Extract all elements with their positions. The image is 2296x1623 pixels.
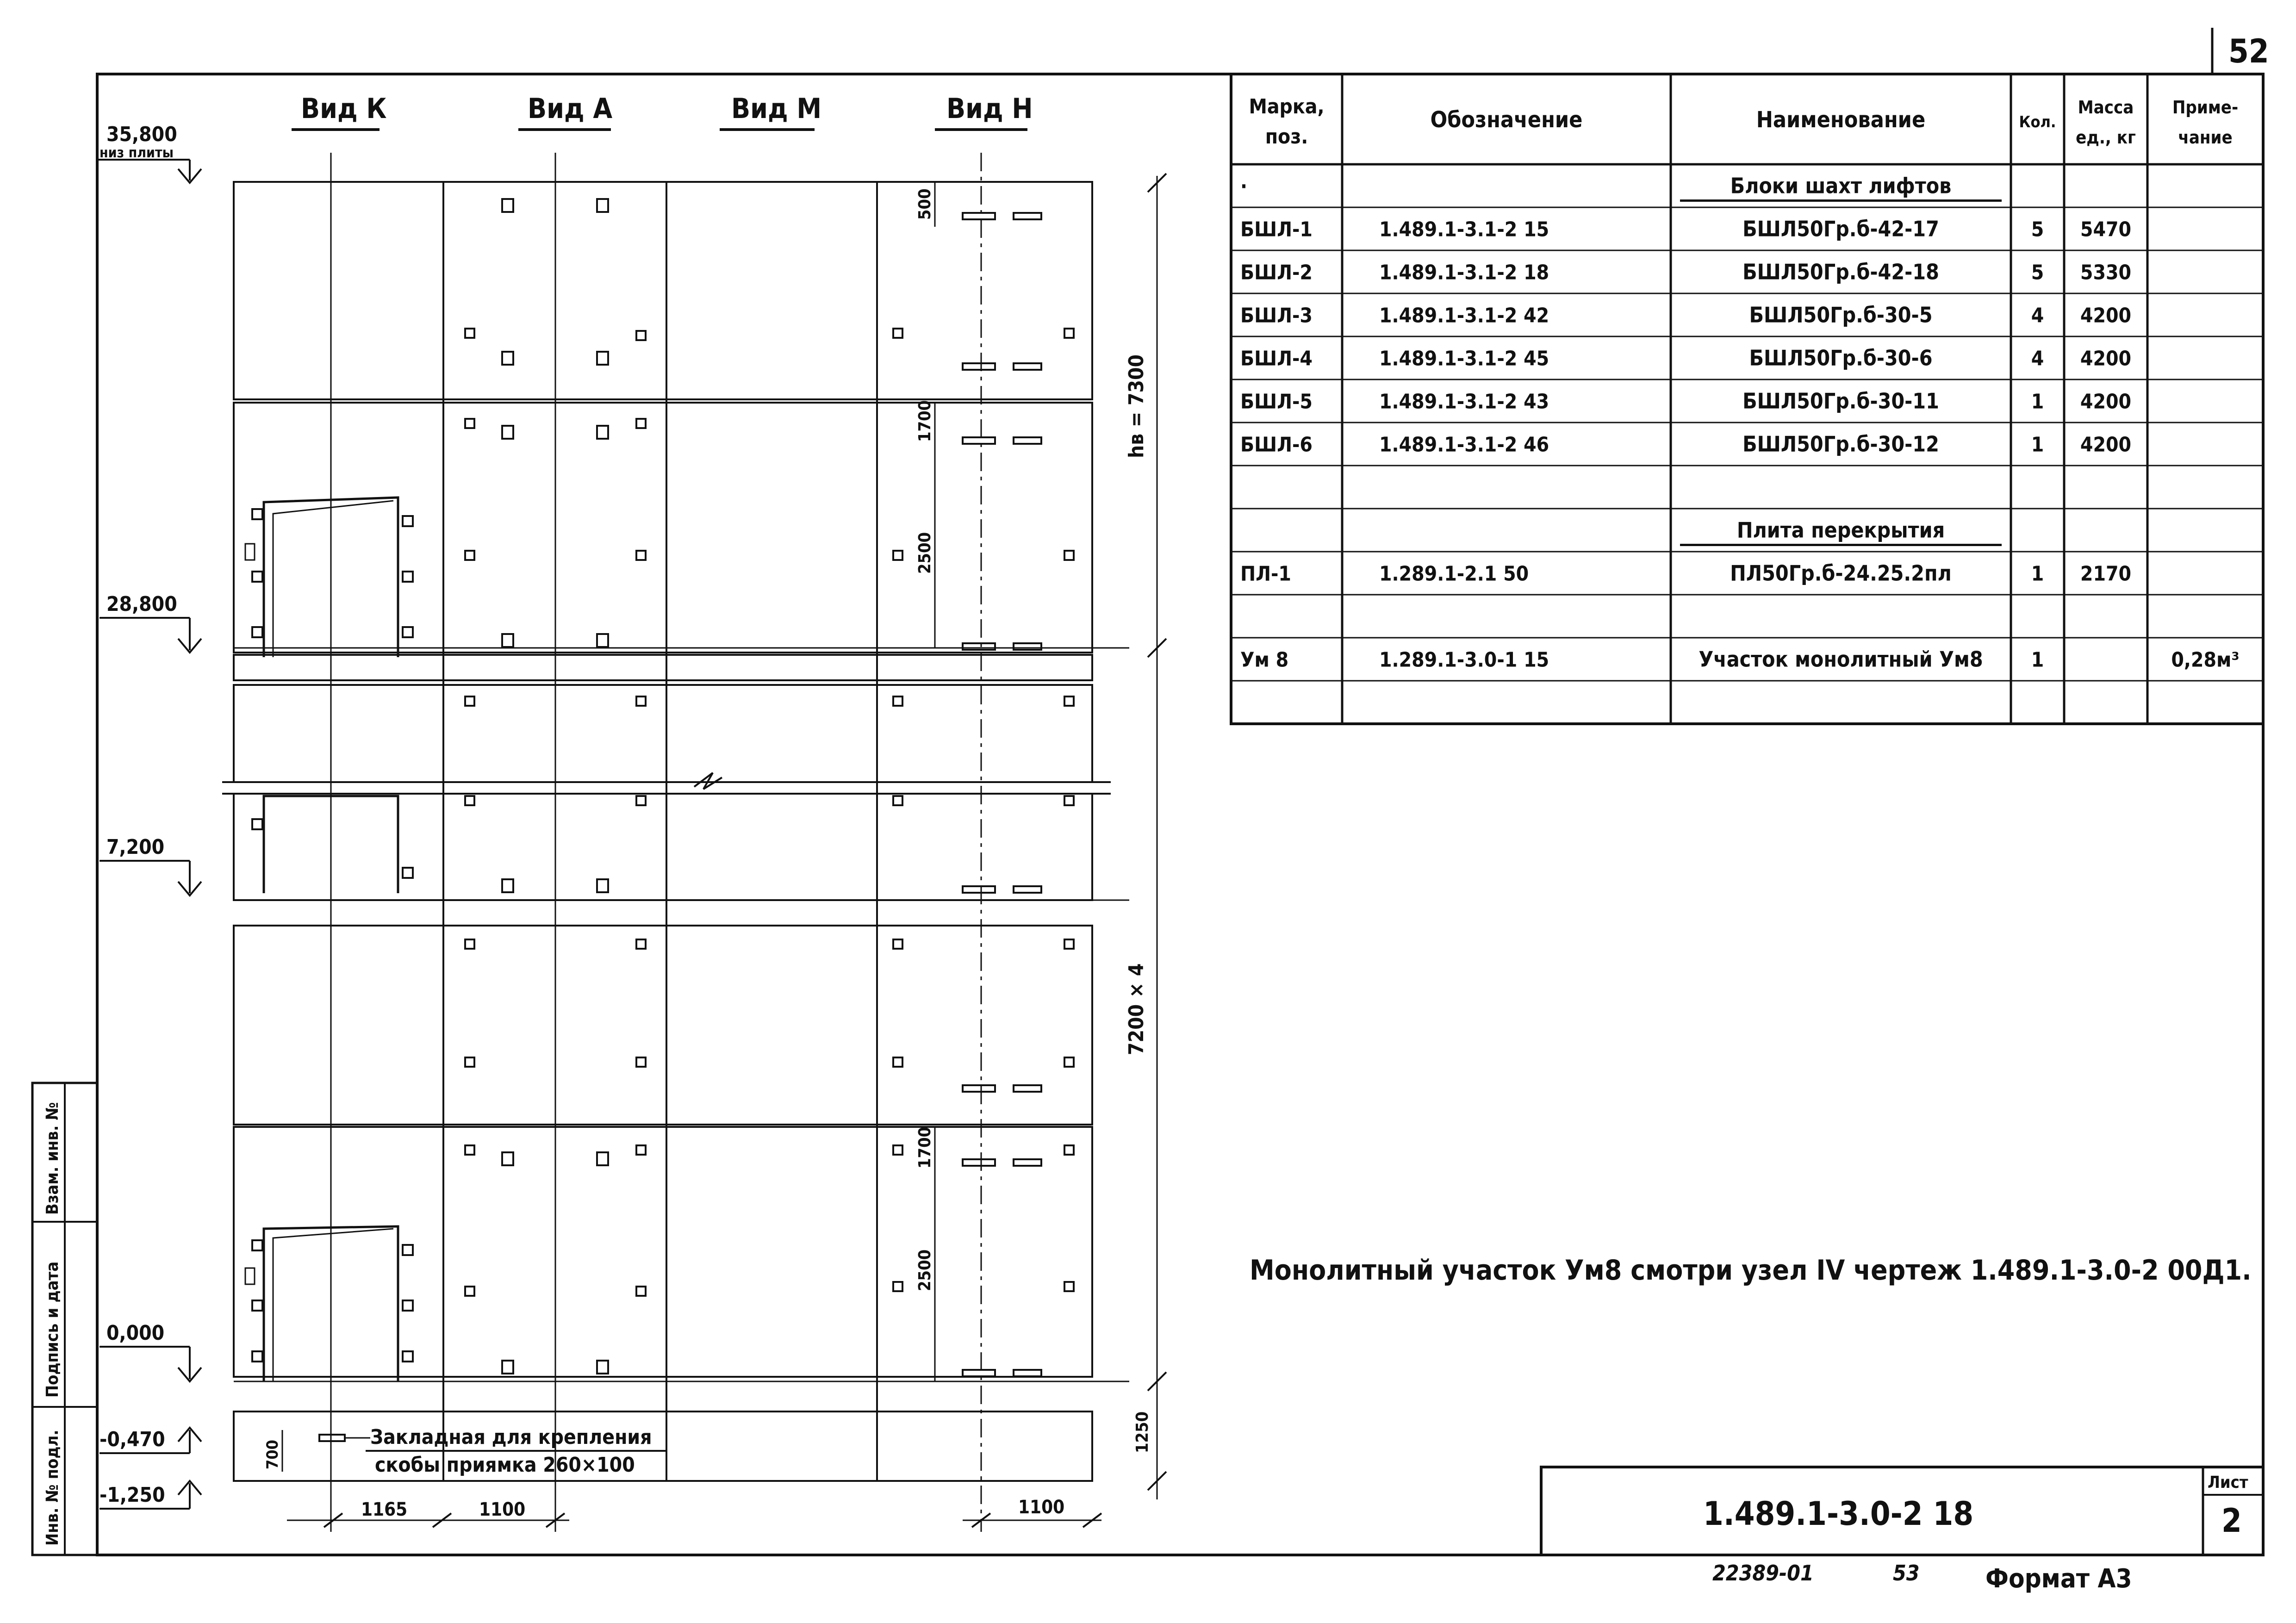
level-0470: -0,470 <box>100 1428 165 1451</box>
table-cell-code: 1.489.1-3.1-2 43 <box>1379 390 1549 414</box>
table-cell-mark: БШЛ-4 <box>1240 347 1313 371</box>
dim-2500-b: 2500 <box>915 1249 934 1291</box>
table-cell-mass: 2170 <box>2080 562 2132 586</box>
embedded-parts <box>252 199 1074 1441</box>
level-7200: 7,200 <box>106 835 165 859</box>
level-top-note: низ плиты <box>100 145 174 161</box>
view-headers <box>292 93 1033 130</box>
table-cell-qty: 5 <box>2031 261 2044 285</box>
dim-1700-b: 1700 <box>915 1126 934 1169</box>
table-cell-qty: 1 <box>2031 648 2044 672</box>
table-cell-qty: 4 <box>2031 304 2044 328</box>
table-cell-code: 1.489.1-3.1-2 42 <box>1379 304 1549 328</box>
table-cell-mass: 4200 <box>2080 433 2132 457</box>
dim-1700-a: 1700 <box>915 400 934 442</box>
table-header-1: Обозначение <box>1430 107 1583 133</box>
table-cell-name: БШЛ50Гр.б-30-5 <box>1749 302 1933 328</box>
table-cell-name: Плита перекрытия <box>1736 517 1945 543</box>
stamp-vzam-label: Взам. инв. № <box>43 1102 62 1215</box>
table-cell-mark: БШЛ-6 <box>1240 433 1313 457</box>
table-cell-name: ПЛ50Гр.б-24.25.2пл <box>1730 560 1952 586</box>
table-cell-mass: 5470 <box>2080 218 2132 242</box>
table-cell-code: 1.489.1-3.1-2 18 <box>1379 261 1549 285</box>
stamp-inv-label: Инв. № подл. <box>43 1430 62 1546</box>
footer-page: 53 <box>1893 1561 1920 1586</box>
table-cell-mark: Ум 8 <box>1240 648 1289 672</box>
title-block <box>1541 1467 2263 1555</box>
table-header-4: Масса <box>2078 97 2134 118</box>
sheet-value: 2 <box>2221 1502 2242 1540</box>
table-cell-name: БШЛ50Гр.б-42-18 <box>1742 259 1939 285</box>
level-0000: 0,000 <box>106 1321 165 1345</box>
overall-dims <box>1125 174 1166 1499</box>
level-marks <box>97 123 201 1509</box>
table-header-0: поз. <box>1265 125 1308 149</box>
footer-order: 22389-01 <box>1712 1561 1814 1586</box>
table-header-5: чание <box>2178 127 2233 148</box>
table-cell-mass: 4200 <box>2080 347 2132 371</box>
side-stamp <box>32 1083 97 1555</box>
table-header-4: ед., кг <box>2076 127 2136 148</box>
table-header-2: Наименование <box>1756 107 1926 133</box>
dim-1100-b: 1100 <box>1018 1497 1065 1518</box>
stamp-sign-label: Подпись и дата <box>43 1261 62 1398</box>
table-cell-mark: БШЛ-3 <box>1240 304 1313 328</box>
table-cell-mark: БШЛ-2 <box>1240 261 1313 285</box>
dim-hb: hв = 7300 <box>1125 354 1148 458</box>
callout-line2: скобы приямка 260×100 <box>375 1453 635 1477</box>
sheet-frame <box>97 74 2263 1555</box>
table-cell-qty: 1 <box>2031 433 2044 457</box>
level-1250: -1,250 <box>100 1483 165 1507</box>
table-cell-mass: 4200 <box>2080 304 2132 328</box>
table-cell-mark: · <box>1240 174 1248 199</box>
callout-line1: Закладная для крепления <box>370 1425 652 1449</box>
table-cell-name: БШЛ50Гр.б-42-17 <box>1742 216 1939 242</box>
title-code: 1.489.1-3.0-2 18 <box>1703 1495 1974 1533</box>
table-cell-name: Блоки шахт лифтов <box>1730 173 1952 199</box>
table-cell-mark: БШЛ-1 <box>1240 218 1313 242</box>
dim-1100-a: 1100 <box>479 1499 526 1520</box>
level-top: 35,800 <box>106 123 177 146</box>
table-cell-code: 1.489.1-3.1-2 46 <box>1379 433 1549 457</box>
note-text: Монолитный участок Ум8 смотри узел IV чертеж 1.489.1-3.0-2 00Д1. <box>1250 1254 2252 1287</box>
table-cell-qty: 4 <box>2031 347 2044 371</box>
sheet-number-top: 52 <box>2228 32 2269 70</box>
table-cell-mass: 4200 <box>2080 390 2132 414</box>
table-cell-name: Участок монолитный Ум8 <box>1699 647 1983 672</box>
table-cell-code: 1.289.1-2.1 50 <box>1379 562 1529 586</box>
dim-1165: 1165 <box>361 1499 408 1520</box>
table-cell-qty: 1 <box>2031 390 2044 414</box>
dim-1250: 1250 <box>1133 1411 1152 1453</box>
table-header-5: Приме- <box>2172 97 2239 118</box>
door-openings <box>245 497 398 1381</box>
view-m: Вид М <box>731 93 822 125</box>
table-header-3: Кол. <box>2019 113 2056 131</box>
table-cell-code: 1.489.1-3.1-2 15 <box>1379 218 1549 242</box>
spec-table <box>1231 74 2263 724</box>
table-cell-code: 1.489.1-3.1-2 45 <box>1379 347 1549 371</box>
table-header-0: Марка, <box>1249 95 1325 118</box>
table-cell-mass: 5330 <box>2080 261 2132 285</box>
dim-700: 700 <box>263 1440 282 1469</box>
view-a: Вид А <box>528 93 613 125</box>
table-cell-name: БШЛ50Гр.б-30-11 <box>1742 388 1939 414</box>
view-n: Вид Н <box>946 93 1033 125</box>
table-cell-mark: БШЛ-5 <box>1240 390 1313 414</box>
dim-span: 7200 × 4 <box>1125 963 1148 1055</box>
table-cell-qty: 1 <box>2031 562 2044 586</box>
callout <box>345 1425 666 1477</box>
view-k: Вид К <box>301 93 387 125</box>
level-28800: 28,800 <box>106 592 177 616</box>
dim-500: 500 <box>915 188 934 220</box>
sheet-label: Лист <box>2208 1473 2248 1492</box>
footer-format: Формат А3 <box>1985 1564 2132 1594</box>
table-cell-qty: 5 <box>2031 218 2044 242</box>
table-cell-name: БШЛ50Гр.б-30-12 <box>1742 431 1939 457</box>
table-cell-mark: ПЛ-1 <box>1240 562 1291 586</box>
table-cell-code: 1.289.1-3.0-1 15 <box>1379 648 1549 672</box>
table-cell-note: 0,28м³ <box>2171 648 2240 672</box>
table-cell-name: БШЛ50Гр.б-30-6 <box>1749 345 1933 371</box>
dim-2500-a: 2500 <box>915 532 934 574</box>
elevation-grid <box>222 153 1129 1532</box>
